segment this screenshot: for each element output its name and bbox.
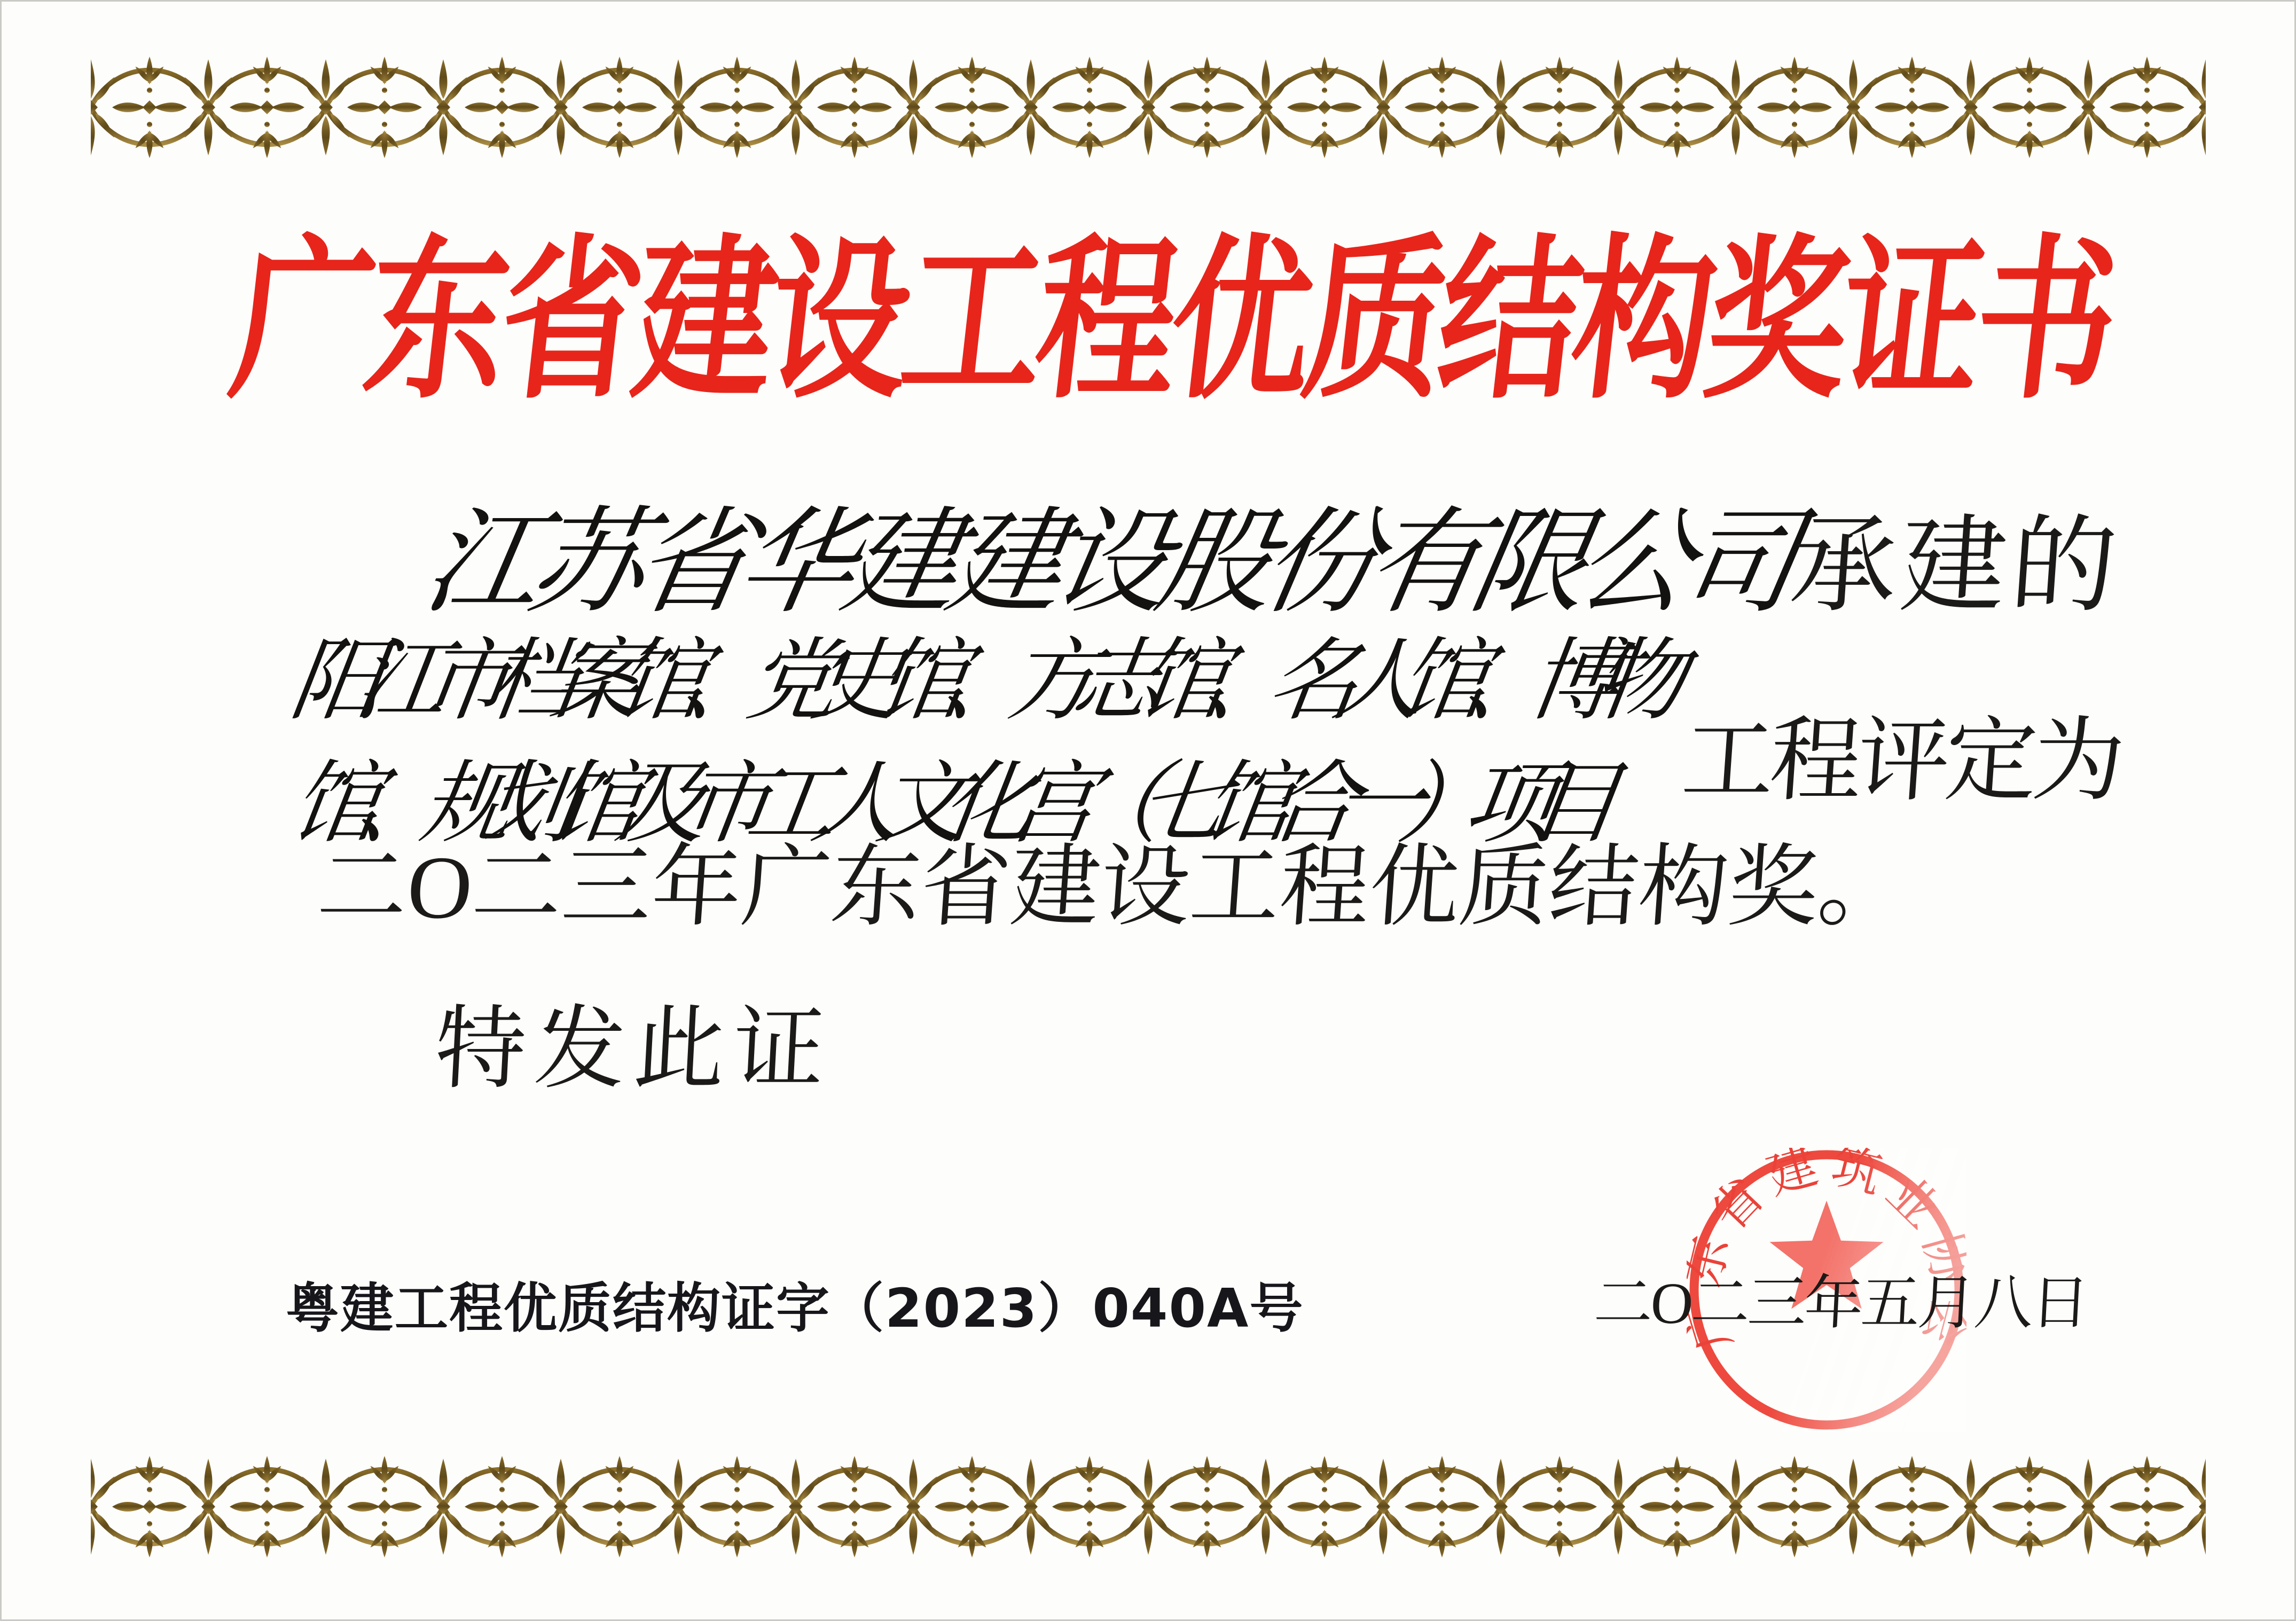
certificate-title: 广东省建设工程优质结构奖证书 bbox=[222, 218, 2122, 422]
builder-line bbox=[414, 495, 2125, 629]
company-suffix: 承建的 bbox=[1786, 508, 2125, 625]
award-name-line: 二O二三年广东省建设工程优质结构奖。 bbox=[314, 838, 1911, 937]
project-name-text-1: 阳江市档案馆、党史馆、方志馆、名人馆、博物 bbox=[285, 628, 1668, 733]
bottom-gold-border bbox=[91, 1448, 2206, 1565]
project-name-text-2: 馆、规划馆及市工人文化宫（七馆合一）项目 bbox=[285, 751, 1603, 856]
company-name: 江苏省华建建设股份有限公司 bbox=[414, 495, 1800, 629]
project-name-line-2 bbox=[285, 751, 1603, 856]
gold-floral-band-icon bbox=[91, 1448, 2206, 1565]
issue-date: 二O二三年五月八日 bbox=[1592, 1271, 2089, 1336]
certificate-number: 粤建工程优质结构证字（2023）040A号 bbox=[286, 1277, 1304, 1340]
gold-floral-band-icon bbox=[91, 49, 2206, 166]
issue-statement: 特发此证 bbox=[433, 999, 835, 1100]
project-name-line-1 bbox=[285, 628, 1668, 733]
evaluated-as-text: 工程评定为 bbox=[1679, 711, 2124, 812]
top-gold-border bbox=[91, 49, 2206, 166]
